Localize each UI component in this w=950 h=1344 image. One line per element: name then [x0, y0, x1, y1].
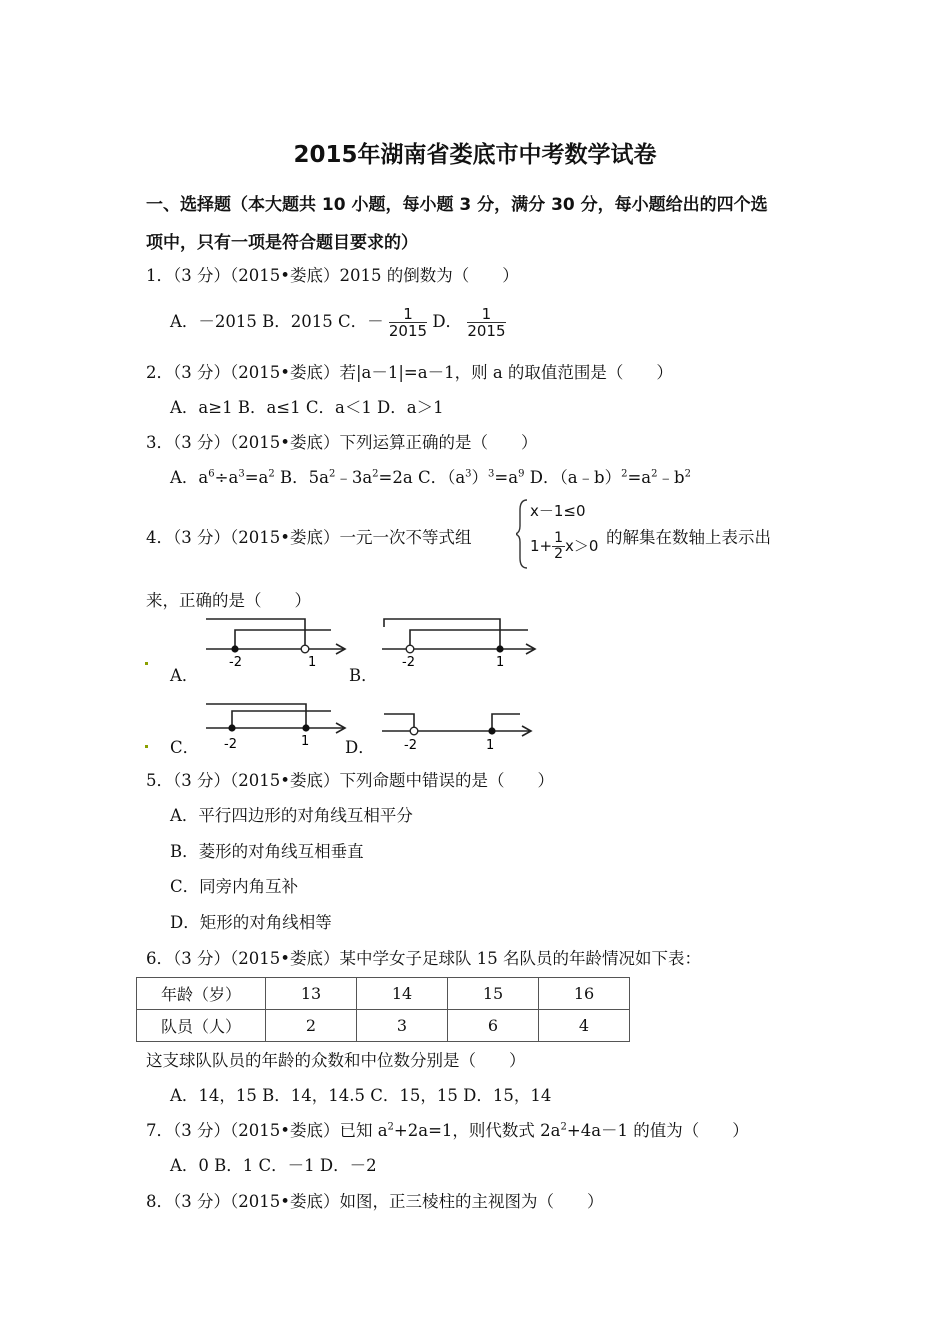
table-header-count: 队员（人）: [137, 1010, 266, 1042]
tick-label: -2: [404, 738, 417, 752]
q6-after: 这支球队队员的年龄的众数和中位数分别是（ ）: [146, 1051, 526, 1070]
q1-fraction-d: [467, 306, 505, 339]
q1-fraction-c: [389, 306, 427, 339]
q7-stem-mid1: +2a=1，则代数式 2a: [393, 1121, 561, 1140]
q4-stem-cont: 来，正确的是（ ）: [146, 591, 311, 610]
q5-option-a: A．平行四边形的对角线互相平分: [170, 806, 413, 825]
table-cell: 16: [539, 978, 630, 1010]
q2-options: A．a≥1 B．a≤1 C．a＜1 D．a＞1: [170, 398, 444, 417]
number-line-b: [380, 616, 540, 668]
frac-den: 2015: [467, 322, 506, 340]
q1-options: [170, 306, 506, 339]
q5-option-b: B．菱形的对角线互相垂直: [170, 842, 364, 861]
tick-label: -2: [229, 655, 242, 668]
frac-num: 1: [554, 530, 564, 546]
table-cell: 6: [448, 1010, 539, 1042]
frac-den: 2015: [388, 322, 428, 340]
table-cell: 2: [266, 1010, 357, 1042]
q3-stem: 3．（3 分）（2015•娄底）下列运算正确的是（ ）: [146, 433, 538, 452]
q3-options: A．$a^6\div a^3=a^2$ B．$5a^2﹣3a^2=2a$ C．$(a^3)^3=a^9$ D．$(a﹣b)^2=a^2﹣b^2$: [170, 468, 691, 487]
marker-dot: [145, 745, 148, 748]
q5-stem: 5．（3 分）（2015•娄底）下列命题中错误的是（ ）: [146, 771, 554, 790]
frac-den: 2: [554, 546, 564, 562]
table-cell: 13: [266, 978, 357, 1010]
inequality-2: [530, 531, 598, 562]
q7-stem-pre: 7．（3 分）（2015•娄底）已知 a: [146, 1121, 388, 1140]
inequality-1: x－1≤0: [530, 502, 586, 520]
q1-option-d: D．: [432, 312, 463, 331]
table-row: [137, 1010, 630, 1042]
frac-num: 1: [467, 306, 505, 323]
table-row: [137, 978, 630, 1010]
frac-num: 1: [389, 306, 427, 323]
q7-stem-mid2: +4a－1 的值为（ ）: [566, 1121, 749, 1140]
q4-stem-post: 的解集在数轴上表示出: [606, 528, 771, 547]
q6-options: A．14，15 B．14，14.5 C．15，15 D．15，14: [170, 1086, 552, 1105]
tick-label: 1: [308, 655, 317, 668]
q1-stem: 1．（3 分）（2015•娄底）2015 的倒数为（ ）: [146, 266, 519, 285]
tick-label: 1: [496, 655, 505, 668]
tick-label: -2: [402, 655, 415, 668]
q4-label-c: C．: [170, 738, 200, 757]
q2-stem: 2．（3 分）（2015•娄底）若|a－1|=a－1，则 a 的取值范围是（ ）: [146, 363, 673, 382]
q4-label-a: A．: [170, 666, 199, 685]
q1-options-abc: A．－2015 B．2015 C．－: [170, 312, 384, 331]
section-header-line1: 一、选择题（本大题共 10 小题，每小题 3 分，满分 30 分，每小题给出的四个选: [146, 195, 768, 215]
table-header-age: 年龄（岁）: [137, 978, 266, 1010]
number-line-d: [380, 706, 540, 752]
number-line-a: [204, 616, 350, 668]
ineq2-pre: 1+: [530, 537, 553, 555]
table-cell: 15: [448, 978, 539, 1010]
q7-options: A．0 B．1 C．－1 D．－2: [170, 1156, 377, 1175]
table-cell: 14: [357, 978, 448, 1010]
ineq2-fraction: [552, 531, 565, 562]
age-table: [136, 977, 630, 1042]
q4-label-d: D．: [345, 738, 375, 757]
q5-option-d: D．矩形的对角线相等: [170, 913, 332, 932]
table-cell: 3: [357, 1010, 448, 1042]
tick-label: 1: [301, 734, 310, 749]
q4-stem-pre: 4．（3 分）（2015•娄底）一元一次不等式组: [146, 528, 472, 547]
table-cell: 4: [539, 1010, 630, 1042]
ineq2-post: x＞0: [565, 537, 599, 555]
q8-stem: 8．（3 分）（2015•娄底）如图，正三棱柱的主视图为（ ）: [146, 1192, 604, 1211]
tick-label: 1: [486, 738, 495, 752]
q7-stem: 7．（3 分）（2015•娄底）已知 $a^2+2a=1$，则代数式 $2a^2+4a-1$ 的值为（ ）: [146, 1121, 749, 1140]
q6-stem: 6．（3 分）（2015•娄底）某中学女子足球队 15 名队员的年龄情况如下表：: [146, 949, 701, 968]
q5-option-c: C．同旁内角互补: [170, 877, 299, 896]
number-line-c: [204, 700, 350, 752]
q4-label-b: B．: [349, 666, 378, 685]
tick-label: -2: [224, 737, 237, 752]
marker-dot: [145, 662, 148, 665]
page-title: 2015年湖南省娄底市中考数学试卷: [293, 142, 657, 168]
section-header-line2: 项中，只有一项是符合题目要求的）: [146, 233, 418, 253]
